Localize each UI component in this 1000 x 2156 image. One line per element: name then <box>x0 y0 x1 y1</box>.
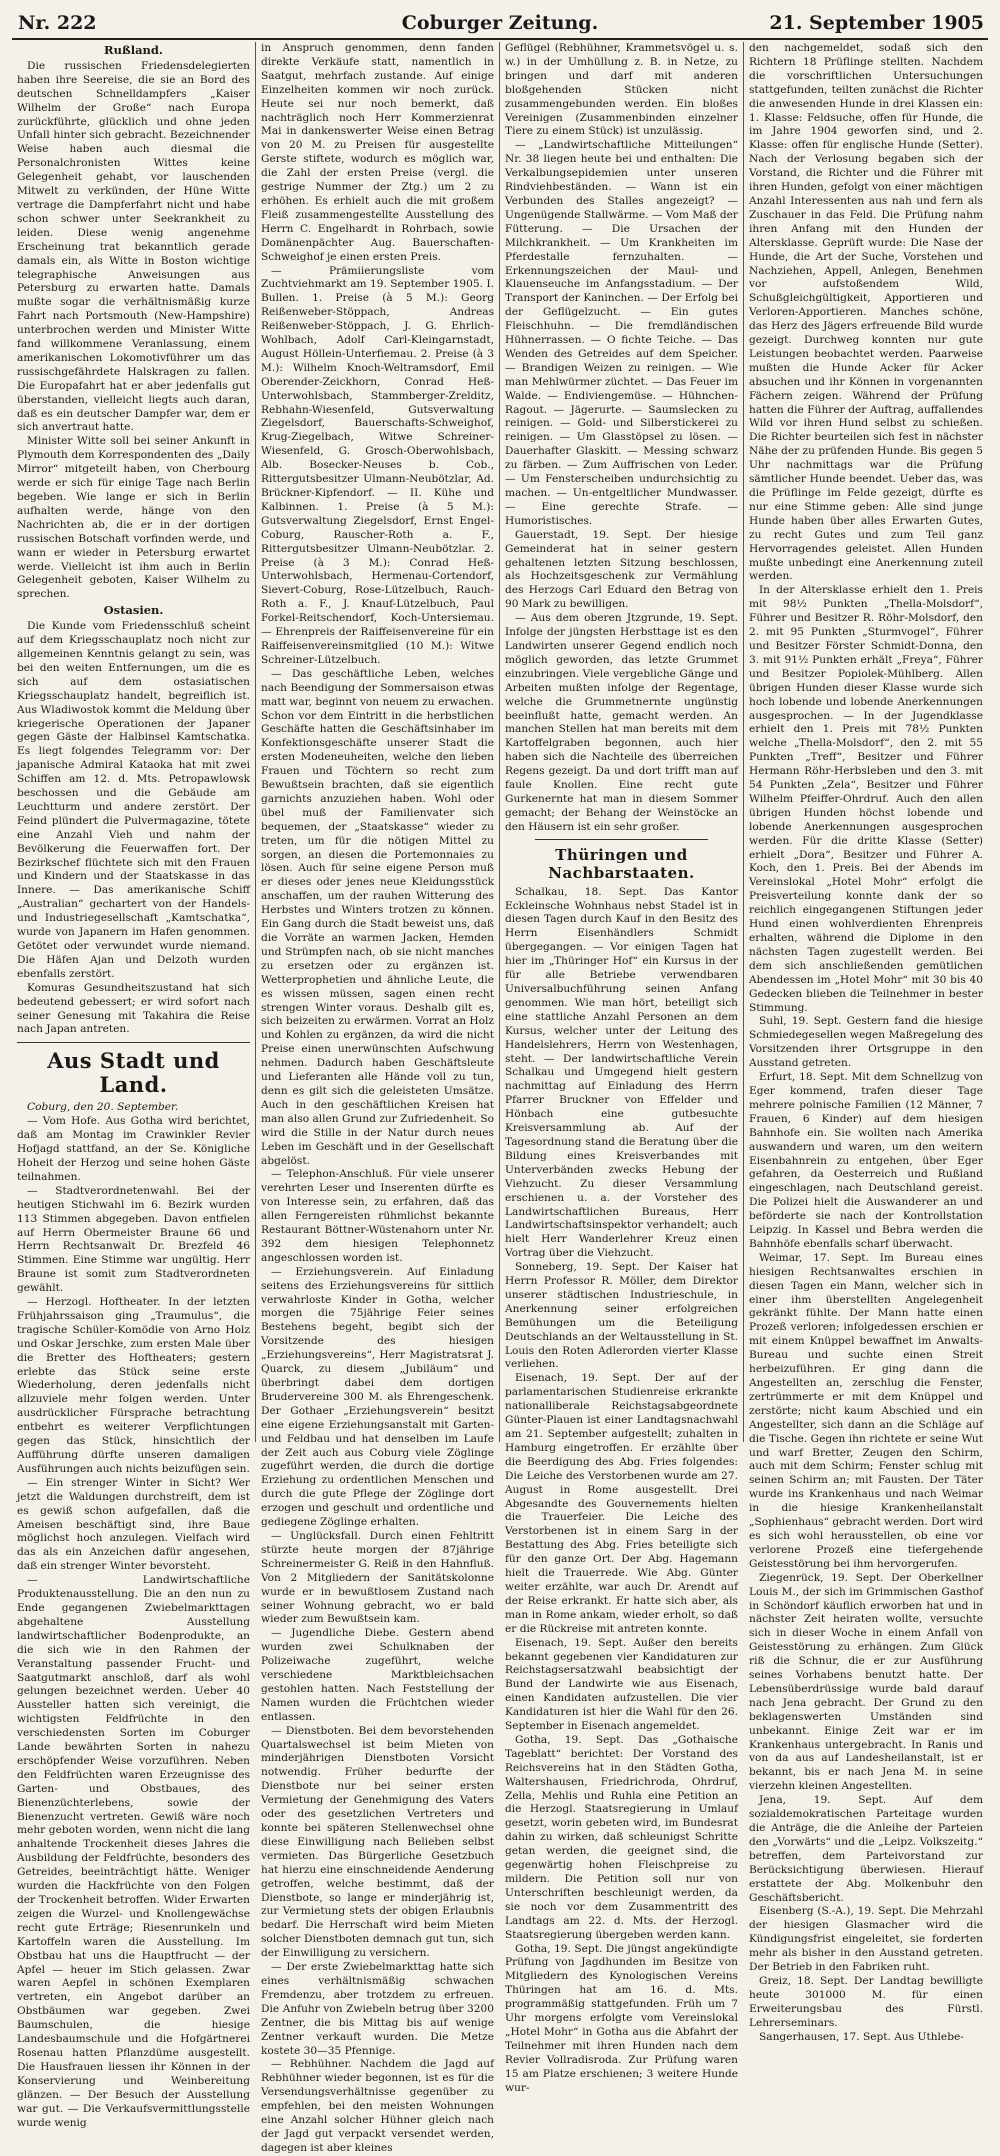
section-heading-stadt-und-land: Aus Stadt und Land. <box>47 1048 220 1098</box>
article-paragraph: Ziegenrück, 19. Sept. Der Oberkellner Louis M., der sich im Grimmischen Gasthof in Schöndorf käuflich erworben hat und in nächster Zeit heiraten wollte, versuchte sich in dieser Woche in einem Anfall von Geistesstörung zu erhängen. Zum Glück riß die Schnur, die er zur Ausführung seines Vorhabens benutzt hatte. Der Lebensüberdrüssige wurde bald darauf nach Jena gebracht. Der Grund zu den beklagenswerten Umständen sind unbekannt. Einige Zeit war er im Krankenhaus untergebracht. In Ranis und von da aus auf Landesheilanstalt, ist er bekannt, bis er nach Jena M. in seine vierzehn kleinen Angestellten. <box>749 1571 983 1793</box>
article-paragraph: Greiz, 18. Sept. Der Landtag bewilligte heute 301000 M. für einen Erweiterungsbau des Fürstl. Lehrerseminars. <box>749 1974 983 2029</box>
article-paragraph: — Das geschäftliche Leben, welches nach Beendigung der Sommersaison etwas matt war, beginnt von neuem zu erwachen. Schon vor dem Eintritt in die herbstlichen Geschäfte hatten die Geschäftsinhaber im Konfektionsgeschäfte unserer Stadt die ersten Modeneuheiten, welche den lieben Frauen und Töchtern so recht zum Bewußtsein brachten, daß sie eigentlich garnichts anzuziehen haben. Wohl oder übel muß der Familienvater sich bequemen, der „Staatskasse“ wieder zu treten, um für die nötigen Mittel zu sorgen, an diesen die Portemonnaies zu lösen. Auch für seine eigene Person muß er dieses oder jenes neue Kleidungsstück anschaffen, um der rauhen Witterung des Herbstes und Winters trotzen zu können. Ein Gang durch die Stadt beweist uns, daß die Vorräte an warmen Jacken, Hemden und Strümpfen nach, ob sie nicht manches zu ersetzen oder zu ergänzen ist. Wetterprophetien und ähnliche Leute, die es wissen müssen, sagen einen recht strengen Winter voraus. Deshalb gilt es, sich beizeiten zu erwärmen. Vorrat an Holz und Kohlen zu ergänzen, da wird die nicht Preise einen unerwünschten Aufschwung nehmen. Dadurch haben Geschäftsleute und Lieferanten alle Hände voll zu tun, denn es gilt sich die geleisteten Umsätze. Auch in den geschäftlichen Kreisen hat man also allen Grund zur Zufriedenheit. So wird die Stille in der Natur durch neues Leben im Geschäft und in der Gesellschaft abgelöst. <box>261 667 494 1167</box>
article-paragraph: Gotha, 19. Sept. Die jüngst angekündigte Prüfung von Jagdhunden im Besitze von Mitgliedern des Kynologischen Vereins Thüringen hat am 16. d. Mts. programmäßig stattgefunden. Früh um 7 Uhr morgens erfolgte vom Vereinslokal „Hotel Mohr“ in Gotha aus die Abfahrt der Teilnehmer mit ihren Hunden nach dem Revier Vollradisroda. Zur Prüfung waren 15 am Platze erschienen; 3 weitere Hunde wur- <box>505 1942 738 2094</box>
article-paragraph: Jena, 19. Sept. Auf dem sozialdemokratischen Parteitage wurden die Anträge, die die Anleihe der Parteien den „Vorwärts“ und die „Leipz. Volkszeitg.“ betreffen, dem Parteivorstand zur Berücksichtigung überwiesen. Hierauf erstattete der Abg. Molkenbuhr den Geschäftsbericht. <box>749 1794 983 1904</box>
article-paragraph: in Anspruch genommen, denn fanden direkte Verkäufe statt, namentlich in Saatgut, mehrfach zustande. Auf einige Einzelheiten kommen wir noch zurück. Heute sei nur noch bemerkt, daß nachträglich noch Herr Kommerzienrat Mai in dankenswerter Weise einen Betrag von 20 M. zu Preisen für ausgestellte Gerste stiftete, wodurch es möglich war, die Zahl der ersten Preise (vergl. die gestrige Nummer der Ztg.) um 2 zu erhöhen. Es erhielt auch die mit großem Fleiß zusammengestellte Ausstellung des Herrn C. Engelhardt in Rohrbach, sowie Domänenpächter Aug. Bauerschaften-Schweighof je einen ersten Preis. <box>261 42 494 263</box>
article-paragraph: Sangerhausen, 17. Sept. Aus Uthlebe- <box>759 2030 964 2043</box>
article-paragraph: Weimar, 17. Sept. Im Bureau eines hiesigen Rechtsanwaltes erschien in diesen Tagen ein Mann, welcher sich in einer ihm überstellten Angelegenheit gekränkt fühlte. Der Mann hatte einen Prozeß verloren; infolgedessen erschien er mit einem Knüppel bewaffnet im Anwalts-Bureau und suchte einen Streit herbeizuführen. Er ging dann die Angestellten an, zerschlug die Fenster, zertrümmerte er mit dem Knüppel und zerstörte; nicht kaum Abschied und ein Angestellter, sich dann an die Schläge auf die Tische. Gegen ihn richtete er seine Wut und warf Bretter, Zeugen den Schirm, auch mit dem Schirm; Fenster schlug mit seinen Schirm an; mit Fausten. Der Täter wurde ins Krankenhaus und nach Weimar in die hiesige Krankenheilanstalt „Sophienhaus“ gebracht werden. Dort wird es sich wohl herausstellen, ob eine vor verlorene Prozeß eine tiefergehende Geistesstörung bei ihm hervorgerufen. <box>749 1251 983 1570</box>
column-3 <box>500 42 744 2094</box>
article-paragraph: Geflügel (Rebhühner, Krammetsvögel u. s. w.) in der Umhüllung z. B. in Netze, zu bringen und darf mit anderen bloßgehenden Stücken nicht zusammengebunden werden. Ein bloßes Vereinigen (Zusammenbinden einzelner Tiere zu einem Stück) ist unzulässig. <box>505 42 738 138</box>
column-1 <box>12 42 256 2129</box>
article-paragraph: Minister Witte soll bei seiner Ankunft in Plymouth dem Korrespondenten des „Daily Mirror“ mitgeteilt haben, von Cherbourg werde er sich für einige Tage nach Berlin begeben. Wie lange er sich in Berlin aufhalten werde, hänge von den Nachrichten ab, die er in der dortigen russischen Botschaft vorfinden werde, und wann er wieder in Petersburg erwartet werde. Vielleicht ist ihm auch in Berlin Gelegenheit geboten, Kaiser Wilhelm zu sprechen. <box>17 435 250 601</box>
section-heading-thueringen: Thüringen und Nachbarstaaten. <box>548 845 695 882</box>
article-paragraph: Erfurt, 18. Sept. Mit dem Schnellzug von Eger kommend, trafen dieser Tage mehrere polnische Familien (12 Männer, 7 Frauen, 6 Kinder) auf dem hiesigen Bahnhofe ein. Sie wollten nach Amerika auswandern und waren, um den weitern Eisenbahnrein zu entgehen, über Eger gefahren, da Oesterreich und Rußland eingeschlagen, nach Deutschland gereist. Die Polizei hielt die Auswanderer an und beförderte sie nach der Kontrollstation Leipzig. In Kassel und Bebra werden die Bahnhöfe ebenfalls scharf überwacht. <box>749 1071 983 1250</box>
article-paragraph: den nachgemeldet, sodaß sich den Richtern 18 Prüflinge stellten. Nachdem die vorschriftlichen Untersuchungen stattgefunden, teilten zunächst die Richter die anwesenden Hunde in drei Klassen ein: 1. Klasse: Feldsuche, offen für Hunde, die im Jahre 1904 geworfen sind, und 2. Klasse: offen für englische Hunde (Setter). Nach der Verlosung begaben sich der Vorstand, die Richter und die Führer mit ihren Hunden, gefolgt von einer mächtigen Anzahl Interessenten aus nah und fern als Zuschauer in das Feld. Die Prüfung nahm ihren Anfang mit den Hunden der Altersklasse. Geprüft wurde: Die Nase der Hunde, die Art der Suche, Vorstehen und Nachziehen, Appell, Anlegen, Benehmen vor aufstoßendem Wild, Schußgleichgültigkeit, Apportieren und Verloren-Apportieren. Manches schöne, das Herz des Jägers erfreuende Bild wurde gezeigt. Durchweg konnten nur gute Leistungen beobachtet werden. Paarweise mußten die Hunde Acker für Acker absuchen und ihr Können in vorgenannten Fächern zeigen. Während der Prüfung hatten die Führer der Auftrag, auffallendes Wild vor ihren Hund selbst zu schießen. Die Richter beurteilen sich fest in nächster Nähe der zu prüfenden Hunde. Bis gegen 5 Uhr nachmittags war die Prüfung sämtlicher Hunde beendet. Ueber das, was die Prüflinge im Felde gezeigt, dürfte es nur eine Stimme geben: Alle sind junge Hunde haben über alles Erwarten Gutes, zu recht Gutes und zum Teil ganz Hervorragendes geleistet. Allen Hunden mußte unbedingt eine Anerkennung zuteil werden. <box>749 42 983 583</box>
article-paragraph: — Aus dem oberen Jtzgrunde, 19. Sept. Infolge der jüngsten Herbsttage ist es den Landwirten unserer Gegend endlich noch möglich geworden, das letzte Grummet einzubringen. Viele vergebliche Gänge und Arbeiten mußten infolge der Regentage, welche die Grummetnernte ungünstig beeinflußt hatte, gemacht werden. An manchen Stellen hat man bereits mit dem Kartoffelgraben begonnen, auch hier haben sich die Nachteile des überreichen Regens gezeigt. Da und dort trifft man auf faule Knollen. Eine recht gute Gurkenernte hat man in diesem Sommer gemacht; der Behang der Weinstöcke an den Häusern ist ein sehr großer. <box>505 612 738 833</box>
masthead <box>12 6 988 40</box>
article-paragraph: Eisenach, 19. Sept. Außer den bereits bekannt gegebenen vier Kandidaturen zur Reichstagsersatzwahl beabsichtigt der Bund der Landwirte wie aus Eisenach, einen Kandidaten aufzustellen. Die vier Kandidaturen ist hier die Wahl für den 26. September in Eisenach angemeldet. <box>505 1636 738 1733</box>
article-paragraph: Schalkau, 18. Sept. Das Kantor Eckleinsche Wohnhaus nebst Stadel ist in diesen Tagen durch Kauf in den Besitz des Herrn Eisenhändlers Schmidt übergegangen. — Vor einigen Tagen hat hier im „Thüringer Hof“ ein Kursus in der für alle Betriebe verwendbaren Universalbuchführung seinen Anfang genommen. Wie man hört, beteiligt sich eine stattliche Anzahl Personen an dem Kursus, welcher unter der Leitung des Handelslehrers, Herrn von Westenhagen, steht. — Der landwirtschaftliche Verein Schalkau und Umgegend hielt gestern nachmittag auf Einladung des Herrn Pfarrer Bruckner von Effelder und Hönbach eine gutbesuchte Kreisversammlung ab. Auf der Tagesordnung stand die Beratung über die Bildung eines Kreisverbandes mit Unterverbänden zwecks Hebung der Viehzucht. Zu dieser Versammlung erschienen u. a. der Vorsteher des Landwirtschaftlichen Bureaus, Herr Landwirtschaftsinspektor verhandelt; auch hielt Herr Wanderlehrer Kreuz einen Vortrag über die Viehzucht. <box>505 885 738 1260</box>
issue-number: Nr. 222 <box>18 12 97 34</box>
newspaper-title: Coburger Zeitung. <box>401 12 599 34</box>
article-paragraph: — Jugendliche Diebe. Gestern abend wurden zwei Schulknaben der Polizeiwache zugeführt, welche verschiedene Marktbleichsachen gestohlen hatten. Nach Feststellung der Namen wurden die Früchtchen wieder entlassen. <box>261 1627 494 1723</box>
article-paragraph: — „Landwirtschaftliche Mitteilungen“ Nr. 38 liegen heute bei und enthalten: Die Verkalbungsepidemien unter unseren Rindviehbeständen. — Wann ist ein Verbunden des Stalles angezeigt? — Ungenügende Stallwärme. — Vom Maß der Fütterung. — Die Ursachen der Milchkrankheit. — Um Krankheiten im Pferdestalle fernzuhalten. — Erkennungszeichen der Maul- und Klauenseuche im Anfangsstadium. — Der Transport der Kaninchen. — Der Erfolg bei der Geflügelzucht. — Ein gutes Fleischhuhn. — Die fremdländischen Hühnerrassen. — O fichte Teiche. — Das Wenden des Getreides auf dem Speicher. — Brandigen Weizen zu reinigen. — Wie man Mehlwürmer züchtet. — Das Feuer im Walde. — Endiviengemüse. — Hühnchen-Ragout. — Jägerurte. — Saumslecken zu reinigen. — Gold- und Silberstickerei zu reinigen. — Um Glasstöpsel zu lösen. — Dauerhafter Glaskitt. — Messing schwarz zu färben. — Zum Auffrischen von Leder. — Um Fensterscheiben undurchsichtig zu machen. — Un-entgeltlicher Mundwasser. — Eine gerechte Strafe. — Humoristisches. <box>505 139 738 527</box>
issue-date: 21. September 1905 <box>769 12 984 34</box>
column-4 <box>744 42 988 2043</box>
article-paragraph: Die russischen Friedensdelegierten haben ihre Seereise, die sie an Bord des deutschen Schnelldampfers „Kaiser Wilhelm der Große“ nach Europa zurückführte, glücklich und ohne jeden Unfall hinter sich gebracht. Bezeichnender Weise haben auch diesmal die Personalchronisten Wittes keine Gelegenheit gehabt, vor lauschenden Mitwelt zu verkünden, der Hüne Witte vertrage die Dampferfahrt nicht und habe schon schwer unter Seekrankheit zu leiden. Diese wenig angenehme Erscheinung trat bekanntlich gerade damals ein, als Witte in Boston wichtige telegraphische Anweisungen aus Petersburg zu erwarten hatte. Damals mußte sogar die verhältnismäßig kurze Fahrt nach Portsmouth (New-Hampshire) unterbrochen werden und Minister Witte fand willkommene Veranlassung, einem amerikanischen Lokomotivführer um das russischgefährdete Halskragen zu fallen. Die Europafahrt hat er aber jedenfalls gut überstanden, vielleicht liegts auch daran, daß es ein deutscher Dampfer war, dem er sich anvertraut hatte. <box>17 59 250 434</box>
article-paragraph: Die Kunde vom Friedensschluß scheint auf dem Kriegsschauplatz noch nicht zur allgemeinen Kenntnis gelangt zu sein, was bei den weiten Entfernungen, um die es sich auf dem ostasiatischen Kriegsschauplatz handelt, begreiflich ist. Aus Wladiwostok kommt die Meldung über kriegerische Operationen der Japaner gegen Gäste der Halbinsel Kamtschatka. Es liegt folgendes Telegramm vor: Der japanische Admiral Kataoka hat mit zwei Schiffen am 12. d. Mts. Petropawlowsk beschossen und die Gebäude am Leuchtturm und andere zerstört. Der Feind plündert die Pulvermagazine, tötete eine Anzahl Vieh und nahm der Bevölkerung die Feuerwaffen fort. Der Bezirkschef flüchtete sich mit den Frauen und Kindern und der Staatskasse in das Innere. — Das amerikanische Schiff „Australian“ gechartert von der Handels- und Industriegesellschaft „Kamtschatka“, wurde von Japanern im Hafen genommen. Getötet oder verwundet wurde niemand. Die Häfen Ajan und Delzoth wurden ebenfalls zerstört. <box>17 620 250 980</box>
article-paragraph: — Der erste Zwiebelmarkttag hatte sich eines verhältnismäßig schwachen Fremdenzu, aber trotzdem zu erfreuen. Die Anfuhr von Zwiebeln betrug über 3200 Zentner, die bis Mittag bis auf wenige Zentner verkauft wurden. Die Metze kostete 30—35 Pfennige. <box>261 1961 494 2057</box>
article-paragraph: — Vom Hofe. Aus Gotha wird berichtet, daß am Montag im Crawinkler Revier Hofjagd stattfand, an der Se. Königliche Hoheit der Herzog und seine hohen Gäste teilnahmen. <box>17 1115 250 1183</box>
divider <box>535 839 708 840</box>
article-paragraph: — Unglücksfall. Durch einen Fehltritt stürzte heute morgen der 87jährige Schreinermeister G. Reiß in den Hahnfluß. Von 2 Mitgliedern der Sanitätskolonne wurde er in bewußtlosem Zustand nach seiner Wohnung gebracht, wo er bald wieder zum Bewußtsein kam. <box>261 1529 494 1626</box>
column-2 <box>256 42 500 2154</box>
article-paragraph: — Rebhühner. Nachdem die Jagd auf Rebhühner wieder begonnen, ist es für die Versendungsverhältnisse gegenüber zu empfehlen, bei den meisten Wohnungen eine Anzahl solcher Hühner gleich nach der Jagd gut verpackt versendet werden, dagegen ist aber kleines <box>261 2058 494 2154</box>
dateline: Coburg, den 20. September. <box>27 1101 179 1114</box>
article-paragraph: Eisenach, 19. Sept. Der auf der parlamentarischen Studienreise erkrankte nationalliberale Reichstagsabgeordnete Günter-Plauen ist einer Landtagsnachwahl am 21. September aufgestellt; zuhalten in Hamburg eingetroffen. Er erzählte über die Beerdigung des Abg. Fries folgendes: Die Leiche des Verstorbenen wurde am 27. August in Rome ausgestellt. Drei Abgesandte des Gouvernements hielten die Trauerfeier. Die Leiche des Verstorbenen ist in einem Sarg in der Bestattung des Abg. Fries beteiligte sich für den ganze Ort. Der Abg. Hagemann hielt die Trauerrede. Wie Abg. Günter weiter erzählte, war auch Dr. Arendt auf der Reise erkrankt. Er hatte sich aber, als man in Rome ankam, wieder erholt, so daß er die Rückreise mit antreten konnte. <box>505 1372 738 1635</box>
section-heading-russland: Rußland. <box>104 43 163 57</box>
article-paragraph: — Dienstboten. Bei dem bevorstehenden Quartalswechsel ist beim Mieten von minderjährigen Dienstboten Vorsicht notwendig. Früher bedurfte der Dienstbote nur bei seiner ersten Vermietung der Genehmigung des Vaters oder des gesetzlichen Vertreters und konnte bei späteren Stellenwechsel ohne diese Einwilligung nach Belieben selbst vermieten. Das Bürgerliche Gesetzbuch hat hierzu eine einschneidende Aenderung getroffen, welche bestimmt, daß der Dienstbote, so lange er minderjährig ist, zur Vermietung stets der obigen Erlaubnis bedarf. Die Herrschaft wird beim Mieten solcher Dienstboten demnach gut tun, sich der Einwilligung zu versichern. <box>261 1724 494 1960</box>
article-paragraph: — Ein strenger Winter in Sicht? Wer jetzt die Waldungen durchstreift, dem ist es gewiß schon aufgefallen, daß die Ameisen beschäftigt sind, ihre Baue möglichst hoch anzulegen. Vielfach wird das als ein Anzeichen dafür angesehen, daß ein strenger Winter bevorsteht. <box>17 1476 250 1573</box>
article-paragraph: — Stadtverordnetenwahl. Bei der heutigen Stichwahl im 6. Bezirk wurden 113 Stimmen abgegeben. Davon entfielen auf Herrn Obermeister Braune 66 und Herrn Rechtsanwalt Dr. Brezfeld 46 Stimmen. Eine Stimme war ungültig. Herr Braune ist somit zum Stadtverordneten gewählt. <box>17 1184 250 1295</box>
article-paragraph: Gotha, 19. Sept. Das „Gothaische Tageblatt“ berichtet: Der Vorstand des Reichsvereins hat in den Städten Gotha, Waltershausen, Friedrichroda, Ohrdruf, Zella, Mehlis und Ruhla eine Petition an die Herzogl. Staatsregierung in Umlauf gesetzt, worin gebeten wird, im Bundesrat dahin zu wirken, daß schleunigst Schritte getan werden, die geeignet sind, die gegenwärtig hohen Fleischpreise zu mildern. Die Petition soll nur von Unterschriften beschleunigt werden, da sie noch vor dem Zusammentritt des Landtags am 22. d. Mts. der Herzogl. Staatsregierung übergeben werden kann. <box>505 1733 738 1941</box>
article-paragraph: — Prämiierungsliste vom Zuchtviehmarkt am 19. September 1905. I. Bullen. 1. Preise (à 5 M.): Georg Reißenweber-Stöppach, Andreas Reißenweber-Stöppach, J. G. Ehrlich-Wohlbach, Adolf Carl-Kleingarnstadt, August Höllein-Unterfiemau. 2. Preise (à 3 M.): Wilhelm Knoch-Weltramsdorf, Emil Oberender-Zeickhorn, Conrad Heß-Unterwohlsbach, Stammberger-Zrelditz, Rebhahn-Wiesenfeld, Gutsverwaltung Ziegelsdorf, Bauerschafts-Schweighof, Krug-Ziegelbach, Witwe Schreiner-Wiesenfeld, G. Grosch-Oberwohlsbach, Alb. Bosecker-Neuses b. Cob., Rittergutsbesitzer Ulmann-Neubötzlar, Ad. Brückner-Kipfendorf. — II. Kühe und Kalbinnen. 1. Preise (à 5 M.): Gutsverwaltung Ziegelsdorf, Ernst Engel-Coburg, Rauscher-Roth a. F., Rittergutsbesitzer Ulmann-Neubötzlar. 2. Preise (à 3 M.): Conrad Heß-Unterwohlsbach, Hermenau-Cortendorf, Sievert-Coburg, Rose-Lützelbuch, Rauch-Roth a. F., J. Knauf-Lützelbuch, Paul Forkel-Reitschendorf, Koch-Untersiemau. — Ehrenpreis der Raiffeisenvereine für ein Raiffeisenvereinsmitglied (10 M.): Witwe Schreiner-Lützelbuch. <box>261 264 494 666</box>
article-paragraph: Suhl, 19. Sept. Gestern fand die hiesige Schmiedegesellen wegen Maßregelung des Vorsitzenden ihrer Ortsgruppe in den Ausstand getreten. <box>749 1015 983 1070</box>
article-paragraph: — Landwirtschaftliche Produktenausstellung. Die an den nun zu Ende gegangenen Zwiebelmarkttagen abgehaltene Ausstellung landwirtschaftlicher Bodenprodukte, an die sich wie in den Rahmen der Veranstaltung passender Frucht- und Saatgutmarkt anschloß, darf als wohl gelungen bezeichnet werden. Ueber 40 Aussteller hatten sich vereinigt, die wichtigsten Feldfrüchte in den verschiedensten Sorten im Coburger Lande bewährten Sorten in nahezu erschöpfender Weise vorzuführen. Neben den Feldfrüchten waren Erzeugnisse des Garten- und Obstbaues, des Bienenzüchterlebens, sowie der Bienenzucht vertreten. Gewiß wäre noch mehr geboten worden, wenn nicht die lang anhaltende Trockenheit dieses Jahres die Ausbildung der Feldfrüchte, besonders des Getreides, beeinträchtigt hätte. Weniger wurden die Hackfrüchte von den Folgen der Trockenheit betroffen. Wider Erwarten zeigen die Wurzel- und Knollengewächse recht gute Erträge; Riesenrunkeln und Kartoffeln waren die Ausstellung. Im Obstbau hat uns die Hauptfrucht — der Apfel — heuer im Stich gelassen. Zwar waren Aepfel in schönen Exemplaren vertreten, ein Angebot darüber an Obstbäumen war gegeben. Zwei Baumschulen, die hiesige Landesbaumschule und die Hofgärtnerei Rosenau hatten Pflanzdüme ausgestellt. Die Hausfrauen liessen ihr Können in der Konservierung und Weinbereitung glänzen. — Der Besuch der Ausstellung war gut. — Die Verkaufsvermittlungsstelle wurde wenig <box>17 1574 250 2129</box>
text-columns <box>12 42 988 2154</box>
article-paragraph: Eisenberg (S.-A.), 19. Sept. Die Mehrzahl der hiesigen Glasmacher wird die Kündigungsfrist eingeleitet, sie forderten mehr als bisher in den Ausstand getreten. Der Betrieb in den Fabriken ruht. <box>749 1905 983 1974</box>
article-paragraph: Gauerstadt, 19. Sept. Der hiesige Gemeinderat hat in seiner gestern gehaltenen letzten Sitzung beschlossen, als Hochzeitsgeschenk zur Vermählung des Herzogs Carl Eduard den Betrag von 90 Mark zu bewilligen. <box>505 528 738 611</box>
article-paragraph: — Erziehungsverein. Auf Einladung seitens des Erziehungsvereins für sittlich verwahrloste Kinder in Gotha, welcher morgen die 75jährige Feier seines Bestehens begeht, begibt sich der Vorsitzende des hiesigen „Erziehungsvereins“, Herr Magistratsrat J. Quarck, zu diesem „Jubiläum“ und überbringt dabei dem dortigen Brudervereine 300 M. als Ehrengeschenk. Der Gothaer „Erziehungsverein“ besitzt eine eigene Erziehungsanstalt mit Garten- und Feldbau und hat denselben im Laufe der Zeit auch aus Coburg viele Zöglinge zugeführt werden, die durch die dortige Erziehung zu ordentlichen Menschen und durch die gute Pflege der Zöglinge dort erzogen und geschult und ordentliche und gediegene Zöglinge erhalten. <box>261 1265 494 1529</box>
section-heading-ostasien: Ostasien. <box>103 603 164 618</box>
article-paragraph: Komuras Gesundheitszustand hat sich bedeutend gebessert; er wird sofort nach seiner Genesung mit Takahira die Reise nach Japan antreten. <box>17 981 250 1036</box>
divider <box>17 1042 250 1043</box>
article-paragraph: — Telephon-Anschluß. Für viele unserer verehrten Leser und Inserenten dürfte es von Interesse sein, zu erfahren, daß das allen Ferngereisten rühmlichst bekannte Restaurant Böttner-Wüstenahorn unter Nr. 392 dem hiesigen Telephonnetz angeschlossen worden ist. <box>261 1168 494 1264</box>
article-paragraph: — Herzogl. Hoftheater. In der letzten Frühjahrssaison ging „Traumulus“, die tragische Schüler-Komödie von Arno Holz und Oskar Jerschke, zum ersten Male über die Bretter des Hoftheaters; gestern erlebte das Stück seine erste Wiederholung, deren jedenfalls nicht allzuviele mehr folgen werden. Unter ausdrücklicher Fürsprache betrachtung entbehrt es weiterer Verpflichtungen gegen das Stück, hinsichtlich der Aufführung dürfte unseren damaligen Ausführungen auch nichts beizufügen sein. <box>17 1296 250 1475</box>
article-paragraph: Sonneberg, 19. Sept. Der Kaiser hat Herrn Professor R. Möller, dem Direktor unserer städtischen Industrieschule, in Anerkennung seiner erfolgreichen Bemühungen um die Beteiligung Deutschlands an der Weltausstellung in St. Louis den Roten Adlerorden vierter Klasse verliehen. <box>505 1261 738 1371</box>
article-paragraph: In der Altersklasse erhielt den 1. Preis mit 98½ Punkten „Thella-Molsdorf“, Führer und Besitzer R. Röhr-Molsdorf, den 2. mit 95 Punkten „Sturmvogel“, Führer und Besitzer Förster Schmidt-Donna, den 3. mit 91½ Punkten erhält „Freya“, Führer und Besitzer Popiolek-Mühlberg. Allen übrigen Hunden dieser Klasse wurde sich hoch lobende und lobende Anerkennungen ausgesprochen. — In der Jugendklasse erhielt den 1. Preis mit 78½ Punkten welche „Thella-Molsdorf“, den 2. mit 55 Punkten „Treff“, Besitzer und Führer Hermann Röhr-Herbsleben und den 3. mit 54 Punkten „Zela“, Besitzer und Führer Wilhelm Pfeiffer-Ohrdruf. Auch den allen übrigen Hunden höchst lobende und lobende Anerkennungen ausgesprochen werden. Für die dritte Klasse (Setter) erhielt „Dora“, Besitzer und Führer A. Koch, den 1. Preis. Bei der Abends im Vereinslokal „Hotel Mohr“ erfolgt die Preisverteilung konnte dank der so reichlich eingegangenen Stiftungen jeder Hund einen wohlverdienten Ehrenpreis erhalten, während die Diplome in den nächsten Tagen zugestellt werden. Bei dem sich anschließenden gemütlichen Abendessen im „Hotel Mohr“ mit 30 bis 40 Gedecken blieben die Teilnehmer in bester Stimmung. <box>749 584 983 1014</box>
